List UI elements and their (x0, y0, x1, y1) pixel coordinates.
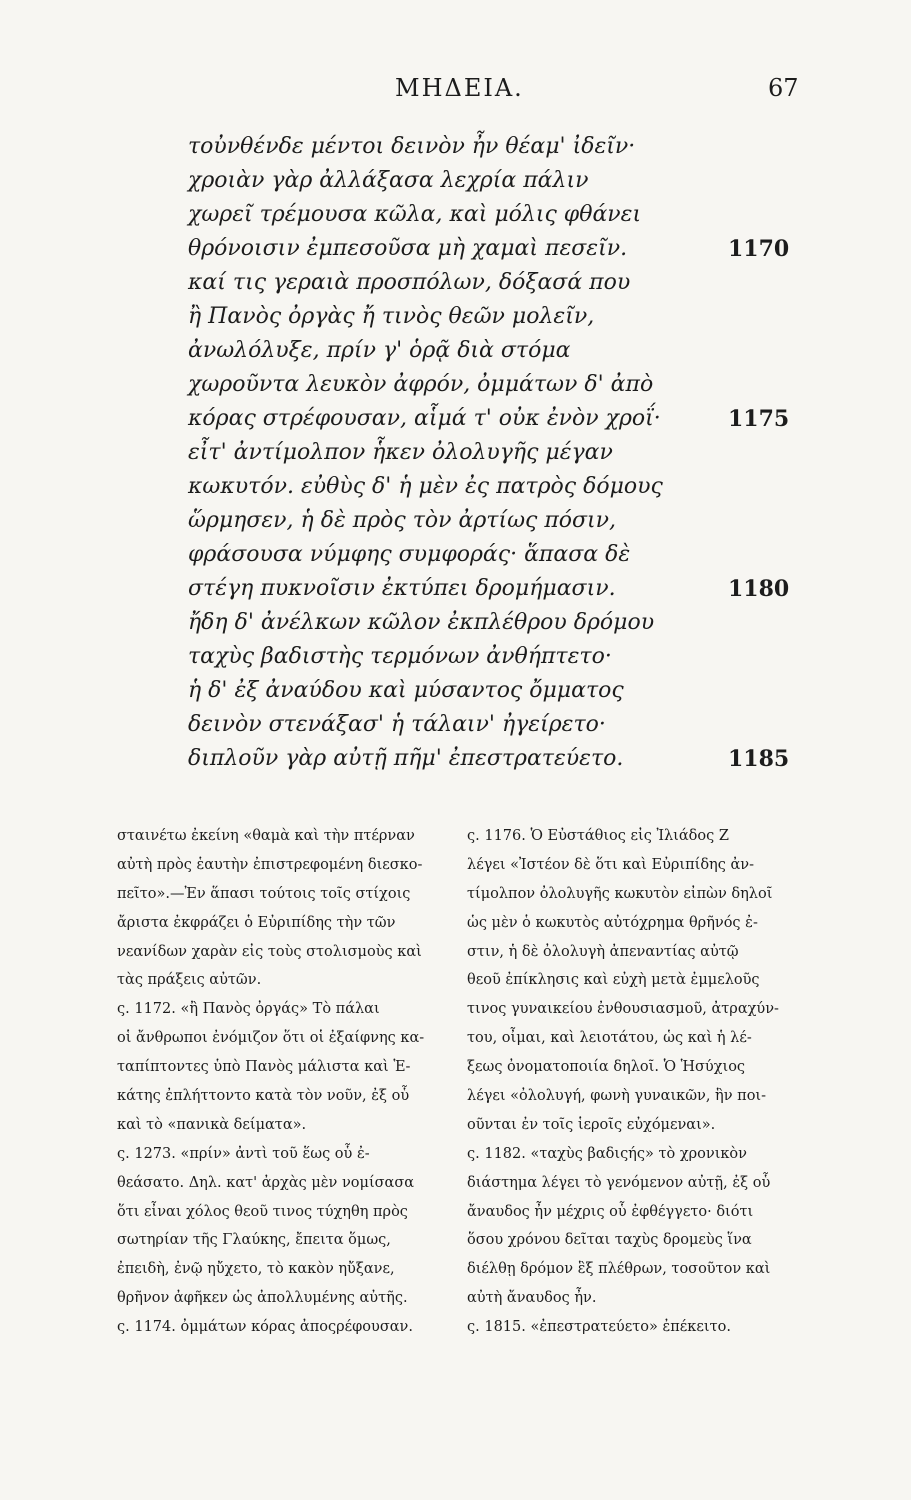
verse-line-text: ἤδη δ' ἀνέλκων κῶλον ἐκπλέθρου δρόμου (188, 610, 655, 635)
footnote-line: ὡς μὲν ὁ κωκυτὸς αὐτόχρημα θρῆνός ἐ- (467, 914, 758, 931)
verse-line-text: θρόνοισιν ἐμπεσοῦσα μὴ χαμαὶ πεσεῖν. (188, 236, 628, 261)
page-header (0, 74, 911, 114)
verse-line (188, 708, 828, 742)
verse-line (188, 300, 828, 334)
footnote-line: διέλθῃ δρόμον ἓξ πλέθρων, τοσοῦτον καὶ (467, 1261, 771, 1278)
verse-line-text: τοὐνθένδε μέντοι δεινὸν ἦν θέαμ' ἰδεῖν· (188, 134, 636, 159)
verse-line (188, 640, 828, 674)
verse-line-text: κόρας στρέφουσαν, αἷμά τ' οὐκ ἐνὸν χροΐ· (188, 406, 661, 431)
verse-line-text: κωκυτόν. εὐθὺς δ' ἡ μὲν ἐς πατρὸς δόμους (188, 474, 663, 499)
footnote-line: κάτης ἐπλήττοντο κατὰ τὸν νοῦν, ἐξ οὗ (117, 1088, 410, 1105)
footnote-line: οἱ ἄνθρωποι ἐνόμιζον ὅτι οἱ ἐξαίφνης κα- (117, 1030, 425, 1047)
footnotes-left-column (117, 822, 447, 1342)
verse-line-text: φράσουσα νύμφης συμφοράς· ἅπασα δὲ (188, 542, 631, 567)
verse-line (188, 674, 828, 708)
line-number: 1185 (728, 746, 790, 772)
footnote-line: ξεως ὀνοματοποιία δηλοῖ. Ὁ Ἡσύχιος (467, 1059, 746, 1076)
verse-line (188, 504, 828, 538)
footnote-line: πεῖτο».—Ἐν ἅπασι τούτοις τοῖς στίχοις (117, 885, 411, 902)
footnotes-right-column (467, 822, 797, 1342)
verse-line-text: διπλοῦν γὰρ αὐτῇ πῆμ' ἐπεστρατεύετο. (188, 746, 624, 771)
footnote-line: αὐτὴ ἄναυδος ἦν. (467, 1290, 597, 1307)
page-number: 67 (768, 74, 799, 102)
verse-line (188, 606, 828, 640)
footnote-line: ὅτι εἶναι χόλος θεοῦ τινος τύχηθη πρὸς (117, 1203, 408, 1220)
running-title: ΜΗΔΕΙΑ. (395, 74, 524, 102)
verse-line (188, 368, 828, 402)
footnote-line: καὶ τὸ «πανικὰ δείματα». (117, 1116, 307, 1133)
footnote-line: ταπίπτοντες ὑπὸ Πανὸς μάλιστα καὶ Ἑ- (117, 1059, 411, 1076)
line-number: 1170 (728, 236, 790, 262)
footnote-line: λέγει «ὀλολυγή, φωνὴ γυναικῶν, ἣν ποι- (467, 1088, 767, 1105)
footnote-line: ς. 1182. «ταχὺς βαδιςής» τὸ χρονικὸν (467, 1145, 747, 1162)
verse-line (188, 130, 828, 164)
verse-line (188, 334, 828, 368)
verse-line (188, 198, 828, 232)
footnote-line: θρῆνον ἀφῆκεν ὡς ἀπολλυμένης αὐτῆς. (117, 1290, 408, 1307)
footnote-line: σταινέτω ἐκείνη «θαμὰ καὶ τὴν πτέρναν (117, 828, 415, 844)
verse-line-text: χροιὰν γὰρ ἀλλάξασα λεχρία πάλιν (188, 168, 589, 193)
footnote-line: του, οἶμαι, καὶ λειοτάτου, ὡς καὶ ἡ λέ- (467, 1030, 752, 1047)
verse-line-text: στέγη πυκνοῖσιν ἐκτύπει δρομήμασιν. (188, 576, 616, 601)
footnote-line: αὐτὴ πρὸς ἑαυτὴν ἐπιστρεφομένη διεσκο- (117, 856, 423, 873)
verse-text (188, 130, 828, 776)
footnote-line: τινος γυναικείου ἐνθουσιασμοῦ, ἀτραχύν- (467, 1001, 779, 1018)
footnote-line: διάστημα λέγει τὸ γενόμενον αὐτῇ, ἐξ οὗ (467, 1174, 771, 1191)
footnote-line: ς. 1815. «ἐπεστρατεύετο» ἐπέκειτο. (467, 1319, 731, 1336)
verse-line-text: ὥρμησεν, ἡ δὲ πρὸς τὸν ἀρτίως πόσιν, (188, 508, 617, 533)
verse-line (188, 164, 828, 198)
footnote-line: οῦνται ἐν τοῖς ἱεροῖς εὐχόμεναι». (467, 1116, 716, 1133)
verse-line (188, 232, 828, 266)
footnote-line: τὰς πράξεις αὐτῶν. (117, 972, 262, 989)
verse-line-text: χωρεῖ τρέμουσα κῶλα, καὶ μόλις φθάνει (188, 202, 642, 227)
verse-line (188, 470, 828, 504)
line-number: 1175 (728, 406, 790, 432)
footnote-line: θεάσατο. Δηλ. κατ' ἀρχὰς μὲν νομίσασα (117, 1174, 415, 1191)
verse-line (188, 266, 828, 300)
footnote-line: θεοῦ ἐπίκλησις καὶ εὐχὴ μετὰ ἐμμελοῦς (467, 972, 760, 989)
footnote-line: ς. 1172. «ἢ Πανὸς ὀργάς» Τὸ πάλαι (117, 1001, 380, 1018)
footnote-line: τίμολπον ὀλολυγῆς κωκυτὸν εἰπὼν δηλοῖ (467, 885, 773, 902)
verse-line (188, 538, 828, 572)
footnote-line: ἄναυδος ἦν μέχρις οὗ ἐφθέγγετο· διότι (467, 1203, 754, 1220)
verse-line-text: ἀνωλόλυξε, πρίν γ' ὁρᾷ διὰ στόμα (188, 338, 571, 363)
verse-line-text: ἡ δ' ἐξ ἀναύδου καὶ μύσαντος ὄμματος (188, 678, 624, 703)
verse-line (188, 402, 828, 436)
verse-line-text: δεινὸν στενάξασ' ἡ τάλαιν' ἠγείρετο· (188, 712, 606, 737)
footnote-line: στιν, ἡ δὲ ὀλολυγὴ ἀπεναντίας αὐτῷ (467, 943, 739, 960)
footnote-line: νεανίδων χαρὰν εἰς τοὺς στολισμοὺς καὶ (117, 943, 422, 960)
line-number: 1180 (728, 576, 790, 602)
verse-line (188, 572, 828, 606)
footnote-line: λέγει «Ἰστέον δὲ ὅτι καὶ Εὐριπίδης ἀν- (467, 856, 754, 873)
footnote-line: ς. 1174. ὀμμάτων κόρας ἀποςρέφουσαν. (117, 1319, 413, 1336)
verse-line-text: καί τις γεραιὰ προσπόλων, δόξασά που (188, 270, 631, 295)
footnote-line: ἄριστα ἐκφράζει ὁ Εὐριπίδης τὴν τῶν (117, 914, 396, 931)
footnote-line: σωτηρίαν τῆς Γλαύκης, ἔπειτα ὅμως, (117, 1232, 391, 1249)
verse-line (188, 742, 828, 776)
footnote-line: ς. 1273. «πρίν» ἀντὶ τοῦ ἕως οὗ ἐ- (117, 1145, 370, 1162)
footnote-line: ἐπειδὴ, ἐνῷ ηὔχετο, τὸ κακὸν ηὔξανε, (117, 1261, 395, 1278)
footnote-line: ς. 1176. Ὁ Εὐστάθιος εἰς Ἰλιάδος Ζ (467, 828, 729, 844)
verse-line-text: εἶτ' ἀντίμολπον ἧκεν ὀλολυγῆς μέγαν (188, 440, 613, 465)
verse-line-text: ταχὺς βαδιστὴς τερμόνων ἀνθήπτετο· (188, 644, 612, 669)
verse-line-text: χωροῦντα λευκὸν ἀφρόν, ὀμμάτων δ' ἀπὸ (188, 372, 654, 397)
verse-line (188, 436, 828, 470)
footnote-line: ὅσου χρόνου δεῖται ταχὺς δρομεὺς ἵνα (467, 1232, 752, 1249)
verse-line-text: ἢ Πανὸς ὀργὰς ἤ τινὸς θεῶν μολεῖν, (188, 304, 595, 329)
